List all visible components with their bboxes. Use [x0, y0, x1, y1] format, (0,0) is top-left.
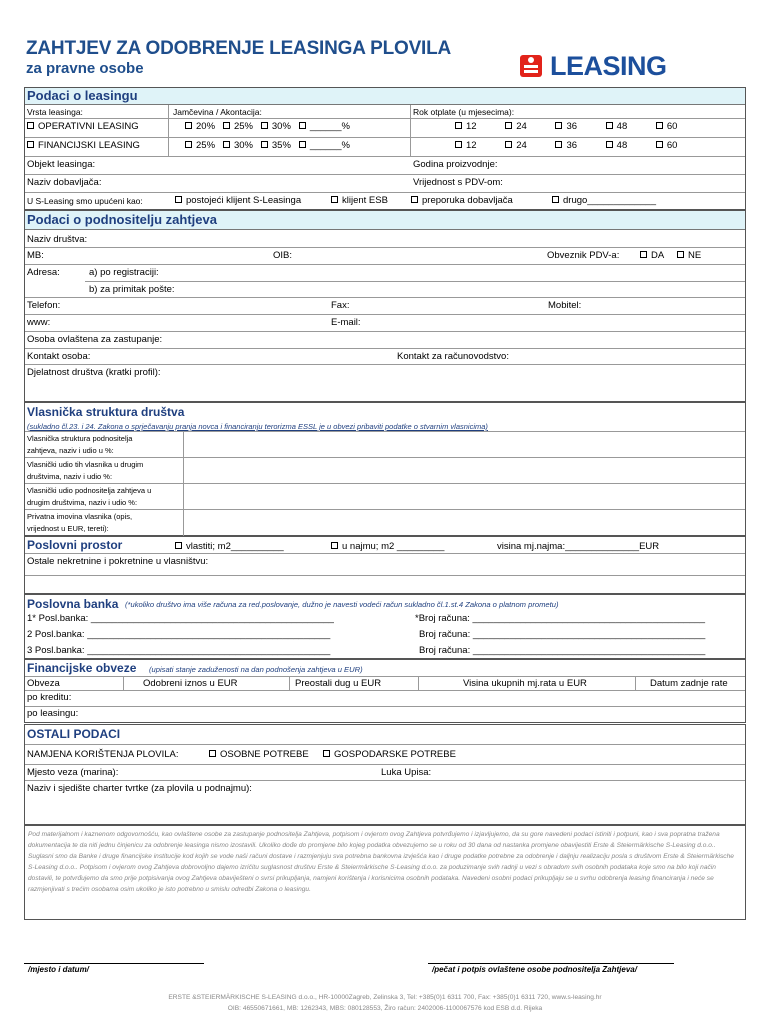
osoba-label: Osoba ovlaštena za zastupanje:	[27, 334, 163, 345]
banka-heading: Poslovna banka	[27, 597, 119, 611]
jamcevina-row1[interactable]: 20% 25% 30% ______%	[185, 121, 350, 133]
prostor-heading: Poslovni prostor	[27, 538, 123, 552]
charter-label: Naziv i sjedište charter tvrtke (za plovila u podnajmu):	[27, 783, 252, 794]
banka-section	[24, 594, 746, 659]
s-logo-icon	[518, 53, 544, 79]
racun-2: Broj računa: ____________________________________________	[419, 629, 706, 640]
djelatnost-label: Djelatnost društva (kratki profil):	[27, 367, 161, 378]
mjesto-veza-label: Mjesto veza (marina):	[27, 767, 119, 778]
www-label: www:	[27, 317, 51, 328]
vlasnicka-heading: Vlasnička struktura društva	[27, 405, 185, 419]
obveze-col-preostali: Preostali dug u EUR	[295, 678, 382, 689]
operativni-checkbox[interactable]: OPERATIVNI LEASING	[27, 121, 139, 133]
logo-text: LEASING	[550, 50, 667, 81]
footer-line-1: ERSTE &STEIERMÄRKISCHE S-LEASING d.o.o., HR-10000Zagreb, Zelinska 3, Tel: +385(0)1 6311 700, Fax: +385(0)1 6311 720, www.s-leasing.hr	[168, 994, 602, 1001]
adresa-label: Adresa:	[27, 267, 60, 278]
mb-label: MB:	[27, 250, 44, 261]
osobne-checkbox[interactable]: OSOBNE POTREBE	[209, 749, 309, 761]
drugo-checkbox[interactable]: drugo_____________	[552, 195, 656, 207]
page-subtitle: za pravne osobe	[26, 60, 144, 77]
vlasnicka-r3b: drugim društvima, naziv i udio %:	[27, 498, 138, 507]
disclaimer-box	[24, 825, 746, 920]
oib-label: OIB:	[273, 250, 293, 261]
vrijednost-label: Vrijednost s PDV-om:	[413, 177, 503, 188]
pecat-potpis-label: /pečat i potpis ovlaštene osobe podnositelja Zahtjeva/	[432, 965, 637, 974]
banka-2: 2 Posl.banka: ______________________________________________	[27, 629, 331, 640]
obveze-col-obveza: Obveza	[27, 678, 60, 689]
jamcevina-label: Jamčevina / Akontacija:	[173, 107, 262, 117]
obveze-col-datum: Datum zadnje rate	[650, 678, 728, 689]
mobitel-label: Mobitel:	[548, 300, 582, 311]
vlasnicka-r4a: Privatna imovina vlasnika (opis,	[27, 512, 133, 521]
preporuka-checkbox[interactable]: preporuka dobavljača	[411, 195, 513, 207]
vlasnicka-r3a: Vlasnički udio podnositelja zahtjeva u	[27, 486, 152, 495]
namjena-label: NAMJENA KORIŠTENJA PLOVILA:	[27, 749, 179, 760]
dobavljac-label: Naziv dobavljača:	[27, 177, 102, 188]
pdv-label: Obveznik PDV-a:	[547, 250, 620, 261]
banka-3: 3 Posl.banka: ______________________________________________	[27, 645, 331, 656]
adresa-registracija-label: a) po registraciji:	[89, 267, 159, 278]
banka-1: 1* Posl.banka: ______________________________________________	[27, 613, 334, 624]
kontakt-racunovodstvo-label: Kontakt za računovodstvo:	[397, 351, 509, 362]
s-leasing-logo	[518, 52, 667, 80]
signature-line-right	[428, 963, 674, 964]
podnositelj-heading: Podaci o podnositelju zahtjeva	[25, 211, 745, 230]
vlasnicka-r1b: zahtjeva, naziv i udio u %:	[27, 446, 114, 455]
footer-line-2: OIB: 46550671661, MB: 1262343, MBS: 080128553, Žiro račun: 2402006-1100067576 kod ESB d.d. Rijeka	[227, 1005, 543, 1012]
klijent-esb-checkbox[interactable]: klijent ESB	[331, 195, 388, 207]
obveze-section	[24, 659, 746, 723]
najam-checkbox[interactable]: u najmu; m2 _________	[331, 541, 444, 553]
visina-najma-label: visina mj.najma:______________EUR	[497, 541, 660, 552]
podnositelj-section	[24, 210, 746, 402]
signature-line-left	[24, 963, 204, 964]
racun-1: *Broj računa: ____________________________________________	[415, 613, 706, 624]
vrsta-label: Vrsta leasinga:	[27, 107, 83, 117]
rok-label: Rok otplate (u mjesecima):	[413, 107, 515, 117]
banka-note: (*ukoliko društvo ima više računa za red.poslovanje, dužno je navesti vodeći račun sukladno čl.1.st.4 Zakona o platnom prometu)	[125, 600, 559, 609]
godina-label: Godina proizvodnje:	[413, 159, 498, 170]
financijski-checkbox[interactable]: FINANCIJSKI LEASING	[27, 140, 140, 152]
disclaimer-text: Pod materijalnom i kaznenom odgovornošću, kao ovlaštene osobe za zastupanje podnositelja Zahtjeva, potpisom i ovjerom ovog Zahtjeva potvrđujemo i izjavljujemo, da su gore navedeni podaci istiniti i potpuni, kao i sva popratna tražena dokumentacija te da niti jednu činjenicu za odobrenje leasinga nismo izostavili. Ukoliko dođe do promjene bilo kojeg podatka obvezujemo se u roku od 30 dana od nastanka promjene obavijestiti Erste & Steiermärkische S-Leasing d.o.o.. Suglasni smo da Banke i druge financijske institucije kod kojih se vode naši računi dostave i razmjenjuju sva potrebna bankovna izvješća kao i druge podatke potrebne za odobrenje i daljnju realizaciju posla s društvom Erste & Steiermärkische S-Leasing d.o.o.. Potpisom i ovjerom ovog Zahtjeva dobrovoljno dajemo izričitu suglasnost društvu Erste & Steiermärkische S-Leasing d.o.o. za poduzimanje svih radnji u vezi s obradom svih osobnih podataka koje smo na bilo koji način dostavili, te potvrđujemo da smo prije potpisivanja ovog Zahtjeva obaviješteni o svrsi prikupljanja, namjeni korištenja i korisnicima osobnih podataka. Navedeni osobni podaci prikupljaju se u svrhu odobrenja leasing financiranja i neće se razmjenjivati s trećim osobama osim ukoliko je isto potrebno u smislu odredbi Zakona o leasingu.	[28, 831, 734, 893]
vlasnicka-r2a: Vlasnički udio tih vlasnika u drugim	[27, 460, 144, 469]
fax-label: Fax:	[331, 300, 350, 311]
vlasnicka-r4b: vrijednost u EUR, tereti):	[27, 524, 109, 533]
prostor-section	[24, 536, 746, 594]
obveze-row-leasing: po leasingu:	[27, 708, 79, 719]
vlasnicka-section	[24, 402, 746, 536]
adresa-posta-label: b) za primitak pošte:	[89, 284, 175, 295]
obveze-row-kredit: po kreditu:	[27, 692, 72, 703]
racun-3: Broj računa: ____________________________________________	[419, 645, 706, 656]
naziv-drustva-label: Naziv društva:	[27, 234, 88, 245]
leasing-heading: Podaci o leasingu	[25, 88, 745, 105]
objekt-label: Objekt leasinga:	[27, 159, 96, 170]
ostale-nekretnine-label: Ostale nekretnine i pokretnine u vlasništvu:	[27, 556, 209, 567]
ostali-section	[24, 724, 746, 825]
vlastiti-checkbox[interactable]: vlastiti; m2__________	[175, 541, 284, 553]
vlasnicka-r1a: Vlasnička struktura podnositelja	[27, 434, 133, 443]
gospodarske-checkbox[interactable]: GOSPODARSKE POTREBE	[323, 749, 456, 761]
pdv-da-checkbox[interactable]: DA	[640, 250, 664, 262]
vlasnicka-note: (sukladno čl.23. i 24. Zakona o sprječavanju pranja novca i financiranju terorizma ESSL je u obvezi pribaviti podatke o stvarnim vlasnicima)	[27, 422, 488, 431]
obveze-col-rata: Visina ukupnih mj.rata u EUR	[463, 678, 587, 689]
obveze-heading: Financijske obveze	[27, 661, 137, 675]
jamcevina-row2[interactable]: 25% 30% 35% ______%	[185, 140, 350, 152]
obveze-col-odobreni: Odobreni iznos u EUR	[143, 678, 238, 689]
kontakt-label: Kontakt osoba:	[27, 351, 91, 362]
rok-row2[interactable]: 12 24 36 48 60	[455, 140, 677, 152]
rok-row1[interactable]: 12 24 36 48 60	[455, 121, 677, 133]
ostali-heading: OSTALI PODACI	[27, 727, 121, 741]
obveze-note: (upisati stanje zaduženosti na dan podnošenja zahtjeva u EUR)	[149, 665, 363, 674]
vlasnicka-r2b: društvima, naziv i udio %:	[27, 472, 113, 481]
luka-upisa-label: Luka Upisa:	[381, 767, 432, 778]
klijent-sleasing-checkbox[interactable]: postojeći klijent S-Leasinga	[175, 195, 301, 207]
leasing-section	[24, 87, 746, 210]
email-label: E-mail:	[331, 317, 361, 328]
telefon-label: Telefon:	[27, 300, 61, 311]
upuceni-label: U S-Leasing smo upućeni kao:	[27, 196, 143, 206]
page-title: ZAHTJEV ZA ODOBRENJE LEASINGA PLOVILA	[26, 38, 452, 59]
pdv-ne-checkbox[interactable]: NE	[677, 250, 701, 262]
mjesto-datum-label: /mjesto i datum/	[28, 965, 89, 974]
